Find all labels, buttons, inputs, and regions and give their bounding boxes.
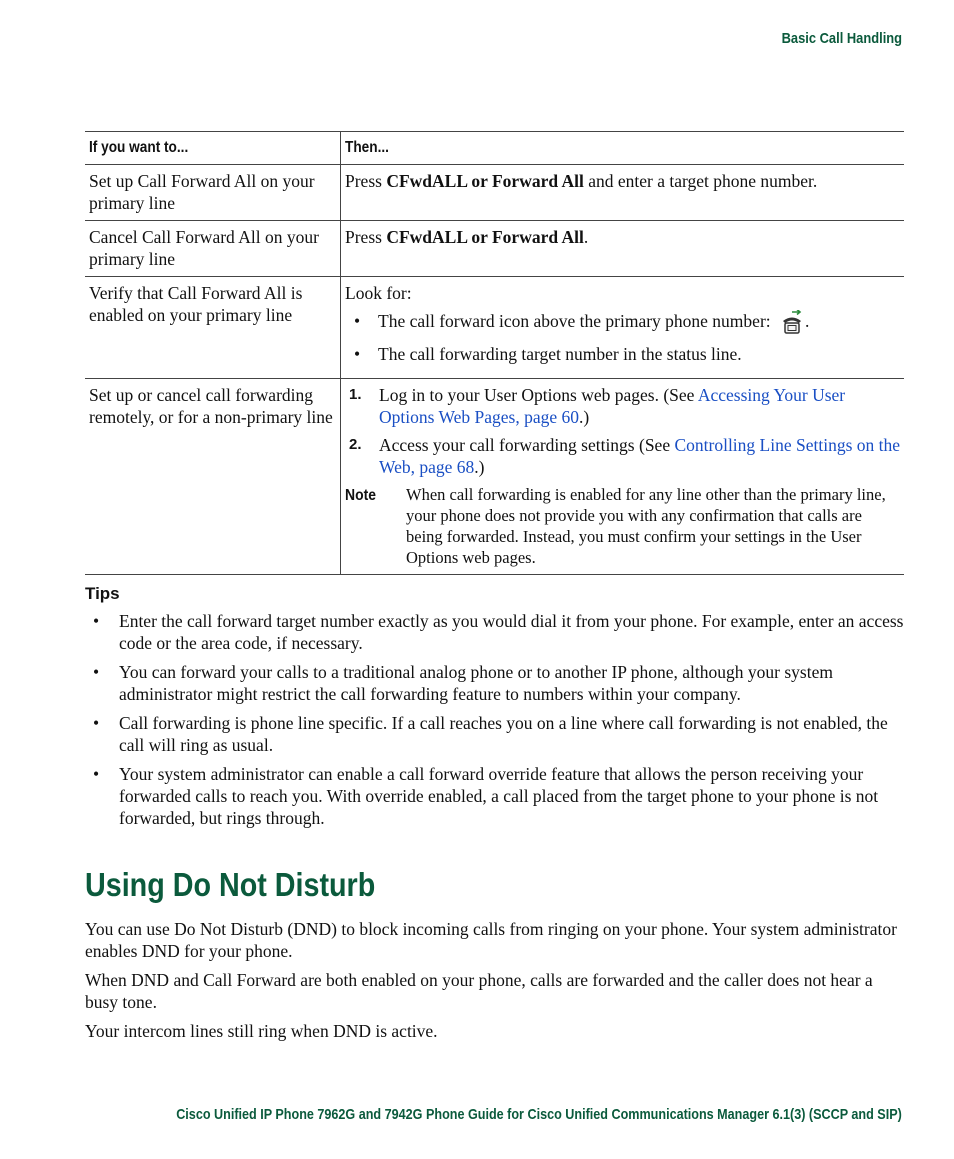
list-item: • Enter the call forward target number exactly as you would dial it from your phone. For example, enter an access code or the area code, if necessary.: [85, 610, 905, 654]
softkey-label: CFwdALL or Forward All: [386, 171, 584, 191]
call-forward-phone-icon: [779, 310, 805, 336]
table-row: [85, 165, 904, 221]
row-want-cell: Set up or cancel call forwarding remotely, or for a non-primary line: [85, 379, 341, 575]
row-want-cell: Set up Call Forward All on your primary line: [85, 165, 341, 221]
note-text: When call forwarding is enabled for any line other than the primary line, your phone does not provide you with any confirmation that calls are being forwarded. Instead, you must confirm your settings in the User Options web pages.: [406, 485, 886, 567]
column-header-want: If you want to...: [85, 132, 341, 165]
table-row: [85, 221, 904, 277]
list-item: 1. Log in to your User Options web pages. (See Accessing Your User Options Web Pages, page 60.): [349, 385, 846, 427]
section-title: Using Do Not Disturb: [85, 866, 376, 903]
tips-heading: Tips: [85, 584, 120, 603]
table-header-row: [85, 132, 904, 165]
call-forward-table: [85, 131, 904, 575]
paragraph: Your intercom lines still ring when DND is active.: [85, 1021, 438, 1041]
controlling-line-settings-link[interactable]: Controlling Line Settings on the Web, page 68: [379, 435, 901, 477]
row-then-cell: [341, 277, 905, 379]
list-item: • The call forwarding target number in the status line.: [345, 343, 900, 365]
row-then-cell: Press CFwdALL or Forward All and enter a target phone number.: [341, 165, 905, 221]
page-footer: Cisco Unified IP Phone 7962G and 7942G Phone Guide for Cisco Unified Communications Manager 6.1(3) (SCCP and SIP): [176, 1106, 902, 1123]
list-item: • The call forward icon above the primary phone number: .: [345, 310, 900, 336]
list-item: • Your system administrator can enable a call forward override feature that allows the person receiving your forwarded calls to reach you. With override enabled, a call placed from the target phone to your phone is not forwarded, but rings through.: [85, 763, 905, 829]
list-item: • You can forward your calls to a traditional analog phone or to another IP phone, although your system administrator might restrict the call forwarding feature to numbers within your company.: [85, 661, 905, 705]
tips-list: [85, 610, 905, 836]
running-header: Basic Call Handling: [781, 30, 902, 47]
note-label: Note: [345, 487, 377, 504]
row-then-cell: Press CFwdALL or Forward All.: [341, 221, 905, 277]
accessing-user-options-link[interactable]: Accessing Your User Options Web Pages, page 60: [379, 385, 846, 427]
table-row: [85, 277, 904, 379]
step-list: [345, 384, 900, 478]
paragraph: When DND and Call Forward are both enabled on your phone, calls are forwarded and the caller does not hear a busy tone.: [85, 970, 873, 1012]
row-then-cell: [341, 379, 905, 575]
note-block: [345, 484, 900, 568]
row-want-cell: Cancel Call Forward All on your primary line: [85, 221, 341, 277]
look-for-label: Look for:: [345, 283, 412, 303]
softkey-label: CFwdALL or Forward All: [386, 227, 584, 247]
row-want-cell: Verify that Call Forward All is enabled on your primary line: [85, 277, 341, 379]
list-item: • Call forwarding is phone line specific. If a call reaches you on a line where call forwarding is not enabled, the call will ring as usual.: [85, 712, 905, 756]
look-for-list: [345, 310, 900, 365]
list-item: 2. Access your call forwarding settings (See Controlling Line Settings on the Web, page 68.): [349, 435, 901, 477]
table-row: [85, 379, 904, 575]
paragraph: You can use Do Not Disturb (DND) to block incoming calls from ringing on your phone. Your system administrator enables DND for your phone.: [85, 919, 897, 961]
column-header-then: Then...: [341, 132, 905, 165]
